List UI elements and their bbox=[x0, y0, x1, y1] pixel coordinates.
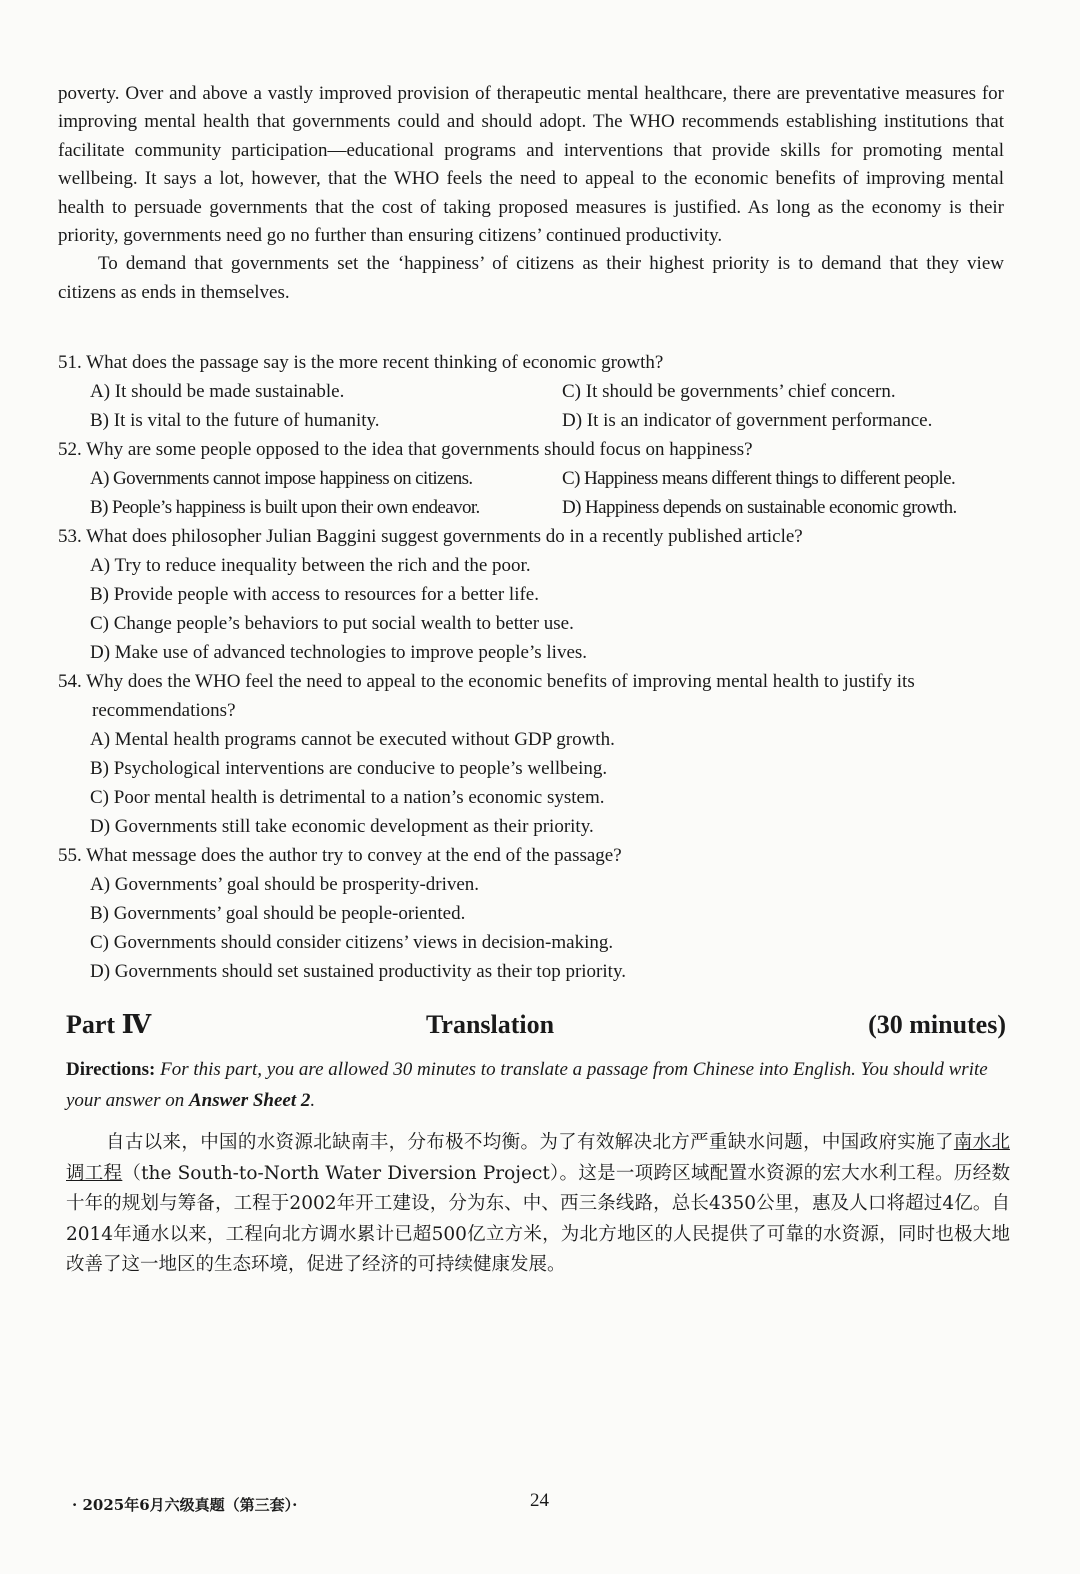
option-a: A) Try to reduce inequality between the rich and the poor. bbox=[90, 555, 531, 576]
option-list bbox=[58, 870, 1008, 986]
part-header bbox=[66, 1010, 1006, 1046]
option-grid bbox=[58, 377, 1008, 435]
question-55 bbox=[58, 841, 1008, 986]
question-stem: 55. What message does the author try to convey at the end of the passage? bbox=[58, 845, 622, 866]
option-a: A) Governments cannot impose happiness on citizens. bbox=[90, 468, 473, 489]
question-52 bbox=[58, 435, 1008, 522]
directions bbox=[66, 1054, 1010, 1116]
chinese-text-after: （the South-to-North Water Diversion Project）。这是一项跨区域配置水资源的宏大水利工程。历经数十年的规划与筹备，工程于2002年开工建设，分为东、中、西三条线路，总长4350公里，惠及人口将超过4亿。自2014年通水以来，工程向北方调水累计已超500亿立方米，为北方地区的人民提供了可靠的水资源，同时也极大地改善了这一地区的生态环境，促进了经济的可持续健康发展。 bbox=[66, 1162, 1010, 1275]
option-list bbox=[58, 551, 1008, 667]
question-stem: 53. What does philosopher Julian Baggini suggest governments do in a recently published article? bbox=[58, 526, 803, 547]
option-b: B) It is vital to the future of humanity. bbox=[90, 410, 380, 431]
option-a: A) It should be made sustainable. bbox=[90, 381, 345, 402]
translation-passage bbox=[66, 1128, 1010, 1281]
chinese-text-before: 自古以来，中国的水资源北缺南丰，分布极不均衡。为了有效解决北方严重缺水问题，中国政府实施了 bbox=[106, 1132, 954, 1153]
question-stem: 54. Why does the WHO feel the need to appeal to the economic benefits of improving mental health to justify its recommendations? bbox=[58, 671, 915, 721]
passage-paragraph-2: To demand that governments set the ‘happiness’ of citizens as their highest priority is to demand that they view citizens as ends in themselves. bbox=[58, 253, 1004, 303]
option-c: C) Happiness means different things to different people. bbox=[562, 468, 956, 489]
option-b: B) Provide people with access to resources for a better life. bbox=[90, 584, 539, 605]
page-number: 24 bbox=[530, 1490, 549, 1511]
answer-sheet-ref: Answer Sheet 2 bbox=[188, 1090, 311, 1111]
reading-passage bbox=[58, 80, 1004, 307]
directions-end: . bbox=[310, 1090, 316, 1111]
part-number: Part Ⅳ bbox=[66, 1010, 152, 1039]
option-b: B) People’s happiness is built upon their own endeavor. bbox=[90, 497, 480, 518]
question-stem: 51. What does the passage say is the more recent thinking of economic growth? bbox=[58, 352, 664, 373]
option-c: C) Poor mental health is detrimental to a nation’s economic system. bbox=[90, 787, 605, 808]
question-51 bbox=[58, 348, 1008, 435]
option-list bbox=[58, 725, 1008, 841]
question-list bbox=[58, 348, 1008, 986]
option-d: D) It is an indicator of government performance. bbox=[562, 410, 933, 431]
option-grid bbox=[58, 464, 1008, 522]
option-d: D) Make use of advanced technologies to improve people’s lives. bbox=[90, 642, 588, 663]
directions-text: For this part, you are allowed 30 minutes to translate a passage from Chinese into English. You should write your answer on bbox=[66, 1059, 988, 1111]
question-53 bbox=[58, 522, 1008, 667]
option-b: B) Psychological interventions are conducive to people’s wellbeing. bbox=[90, 758, 608, 779]
directions-label: Directions: bbox=[66, 1059, 156, 1080]
option-b: B) Governments’ goal should be people-oriented. bbox=[90, 903, 466, 924]
project-name-underlined: 南水北调工程 bbox=[66, 1132, 1010, 1184]
option-a: A) Governments’ goal should be prosperity-driven. bbox=[90, 874, 480, 895]
footer-exam-title: · 2025年6月六级真题（第三套）· bbox=[72, 1496, 298, 1514]
option-d: D) Governments still take economic development as their priority. bbox=[90, 816, 594, 837]
option-d: D) Happiness depends on sustainable economic growth. bbox=[562, 497, 957, 518]
option-c: C) It should be governments’ chief concern. bbox=[562, 381, 896, 402]
option-a: A) Mental health programs cannot be executed without GDP growth. bbox=[90, 729, 615, 750]
question-stem: 52. Why are some people opposed to the idea that governments should focus on happiness? bbox=[58, 439, 753, 460]
part-title: Translation bbox=[426, 1010, 555, 1039]
option-c: C) Governments should consider citizens’ views in decision-making. bbox=[90, 932, 614, 953]
part-time: (30 minutes) bbox=[868, 1010, 1006, 1039]
option-c: C) Change people’s behaviors to put social wealth to better use. bbox=[90, 613, 574, 634]
question-54 bbox=[58, 667, 1008, 841]
passage-paragraph-1: poverty. Over and above a vastly improved provision of therapeutic mental healthcare, there are preventative measures for improving mental health that governments could and should adopt. The WHO recommends establishing institutions that facilitate community participation—educational programs and interventions that provide skills for promoting mental wellbeing. It says a lot, however, that the WHO feels the need to appeal to the economic benefits of improving mental health to persuade governments that the cost of taking proposed measures is justified. As long as the economy is their priority, governments need go no further than ensuring citizens’ continued productivity. bbox=[58, 83, 1004, 247]
option-d: D) Governments should set sustained productivity as their top priority. bbox=[90, 961, 626, 982]
